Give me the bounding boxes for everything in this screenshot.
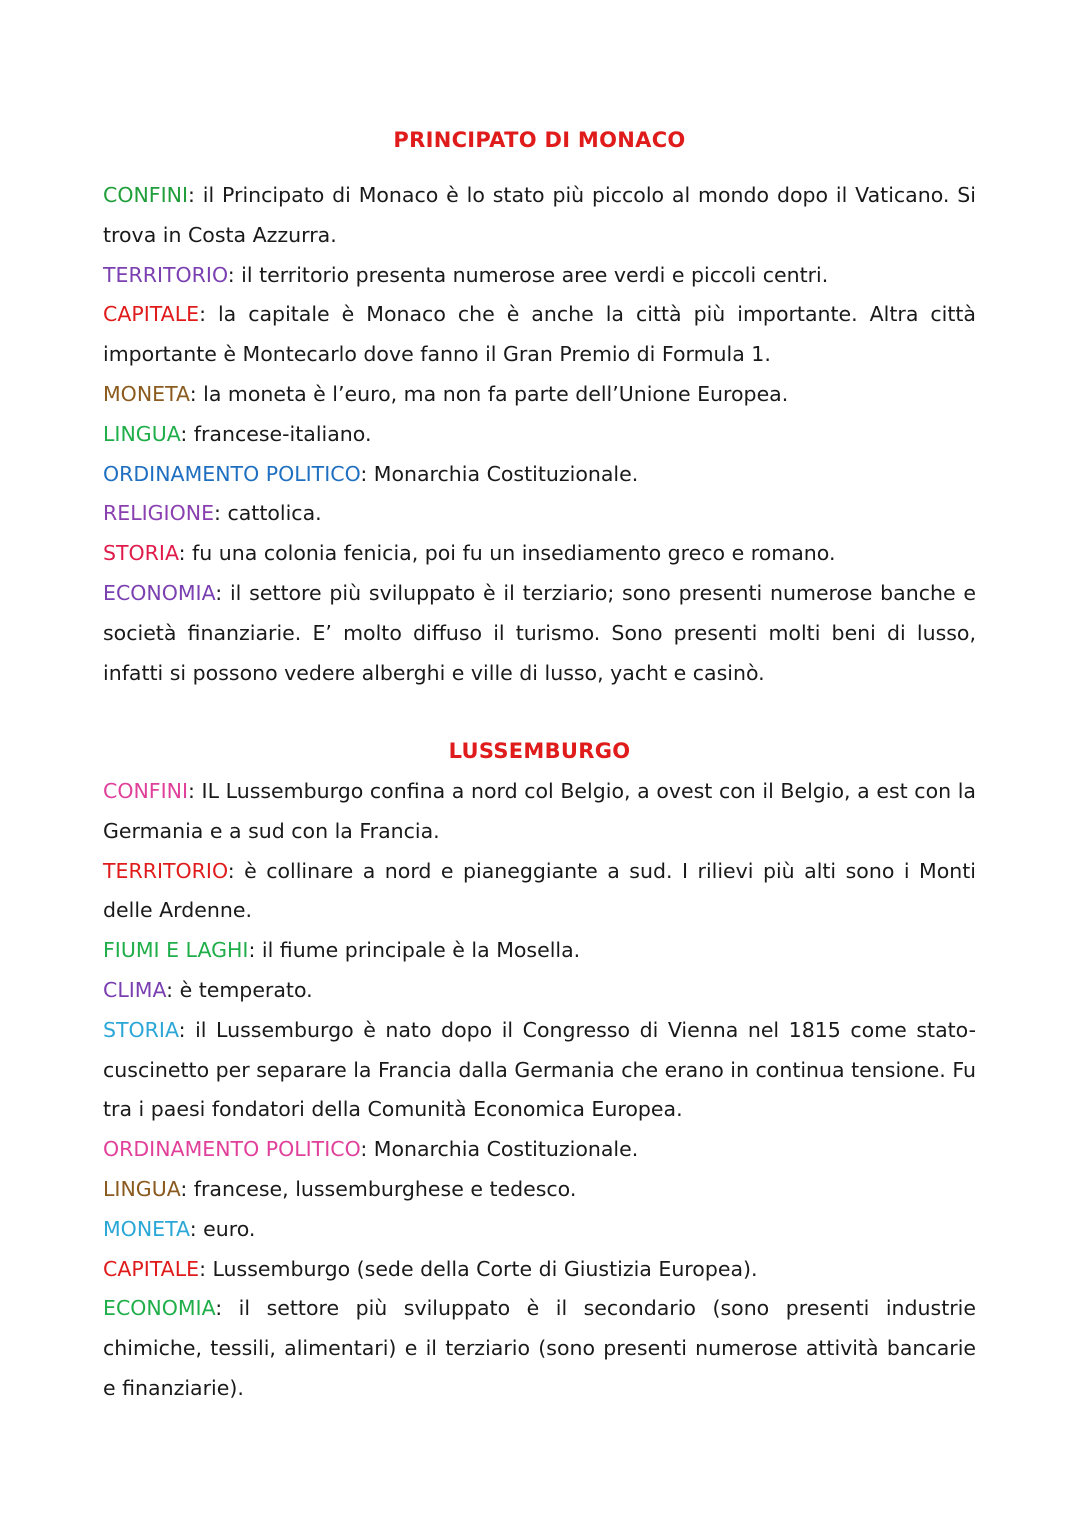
entry-text: : Monarchia Costituzionale. (360, 461, 639, 486)
entry-ordinamento-politico (103, 455, 976, 495)
entry-text: : francese-italiano. (180, 421, 372, 446)
entry-text: : Lussemburgo (sede della Corte di Giustizia Europea). (199, 1256, 758, 1281)
entry-text: : la capitale è Monaco che è anche la città più importante. Altra città importante è Montecarlo dove fanno il Gran Premio di Formula 1. (103, 302, 976, 367)
entry-text: : il fiume principale è la Mosella. (248, 938, 581, 963)
entry-text: : il territorio presenta numerose aree verdi e piccoli centri. (227, 262, 829, 287)
entry-fiumi-e-laghi (103, 931, 976, 971)
section-body-monaco (103, 176, 976, 693)
entry-text: : cattolica. (214, 501, 322, 526)
entry-label: CONFINI (103, 779, 189, 803)
section-title-lussemburgo: LUSSEMBURGO (448, 739, 631, 763)
entry-label: MONETA (103, 381, 190, 406)
entry-lingua (103, 415, 976, 455)
entry-confini (103, 772, 976, 852)
entry-capitale (103, 295, 976, 375)
entry-text: : è collinare a nord e pianeggiante a sud. I rilievi più alti sono i Monti delle Ardenne. (103, 858, 976, 923)
entry-text: : il settore più sviluppato è il secondario (sono presenti industrie chimiche, tessili, alimentari) e il terziario (sono presenti numerose attività bancarie e finanziarie). (103, 1296, 976, 1400)
entry-label: ECONOMIA (103, 1296, 216, 1321)
entry-text: : euro. (189, 1216, 256, 1241)
entry-moneta (103, 375, 976, 415)
entry-territorio (103, 256, 976, 296)
entry-label: STORIA (103, 1017, 179, 1042)
entry-label: ORDINAMENTO POLITICO (103, 461, 361, 486)
entry-text: : francese, lussemburghese e tedesco. (180, 1176, 577, 1201)
entry-text: : IL Lussemburgo confina a nord col Belgio, a ovest con il Belgio, a est con la Germania e a sud con la Francia. (103, 779, 976, 843)
entry-label: ECONOMIA (103, 580, 216, 605)
section-title-monaco: PRINCIPATO DI MONACO (393, 128, 686, 152)
entry-text: : Monarchia Costituzionale. (360, 1137, 639, 1162)
entry-text: : la moneta è l’euro, ma non fa parte dell’Unione Europea. (189, 381, 789, 406)
entry-label: LINGUA (103, 421, 181, 446)
entry-label: RELIGIONE (103, 501, 215, 526)
entry-territorio (103, 852, 976, 932)
entry-moneta (103, 1210, 976, 1250)
entry-storia (103, 534, 976, 574)
entry-label: FIUMI E LAGHI (103, 938, 249, 963)
entry-text: : è temperato. (166, 977, 313, 1002)
entry-lingua (103, 1170, 976, 1210)
entry-confini (103, 176, 976, 256)
entry-label: LINGUA (103, 1176, 181, 1201)
entry-text: : il Principato di Monaco è lo stato più piccolo al mondo dopo il Vaticano. Si trova in Costa Azzurra. (103, 183, 976, 247)
entry-religione (103, 494, 976, 534)
entry-label: ORDINAMENTO POLITICO (103, 1137, 361, 1162)
entry-text: : il settore più sviluppato è il terziario; sono presenti numerose banche e società finanziarie. E’ molto diffuso il turismo. Sono presenti molti beni di lusso, infatti si possono vedere alberghi e ville di lusso, yacht e casinò. (103, 580, 976, 685)
entry-label: CLIMA (103, 977, 167, 1002)
section-body-lussemburgo (103, 772, 976, 1409)
entry-label: TERRITORIO (103, 858, 228, 883)
entry-label: MONETA (103, 1216, 190, 1241)
entry-storia (103, 1011, 976, 1130)
entry-label: CAPITALE (103, 302, 200, 327)
entry-economia (103, 574, 976, 693)
entry-label: STORIA (103, 541, 179, 566)
entry-clima (103, 971, 976, 1011)
entry-text: : il Lussemburgo è nato dopo il Congresso di Vienna nel 1815 come stato-cuscinetto per separare la Francia dalla Germania che erano in continua tensione. Fu tra i paesi fondatori della Comunità Economica Europea. (103, 1017, 976, 1122)
entry-label: CONFINI (103, 183, 189, 207)
entry-label: CAPITALE (103, 1256, 200, 1281)
entry-label: TERRITORIO (103, 262, 228, 287)
entry-text: : fu una colonia fenicia, poi fu un insediamento greco e romano. (178, 541, 836, 566)
entry-capitale (103, 1250, 976, 1290)
entry-ordinamento-politico (103, 1130, 976, 1170)
entry-economia (103, 1289, 976, 1408)
